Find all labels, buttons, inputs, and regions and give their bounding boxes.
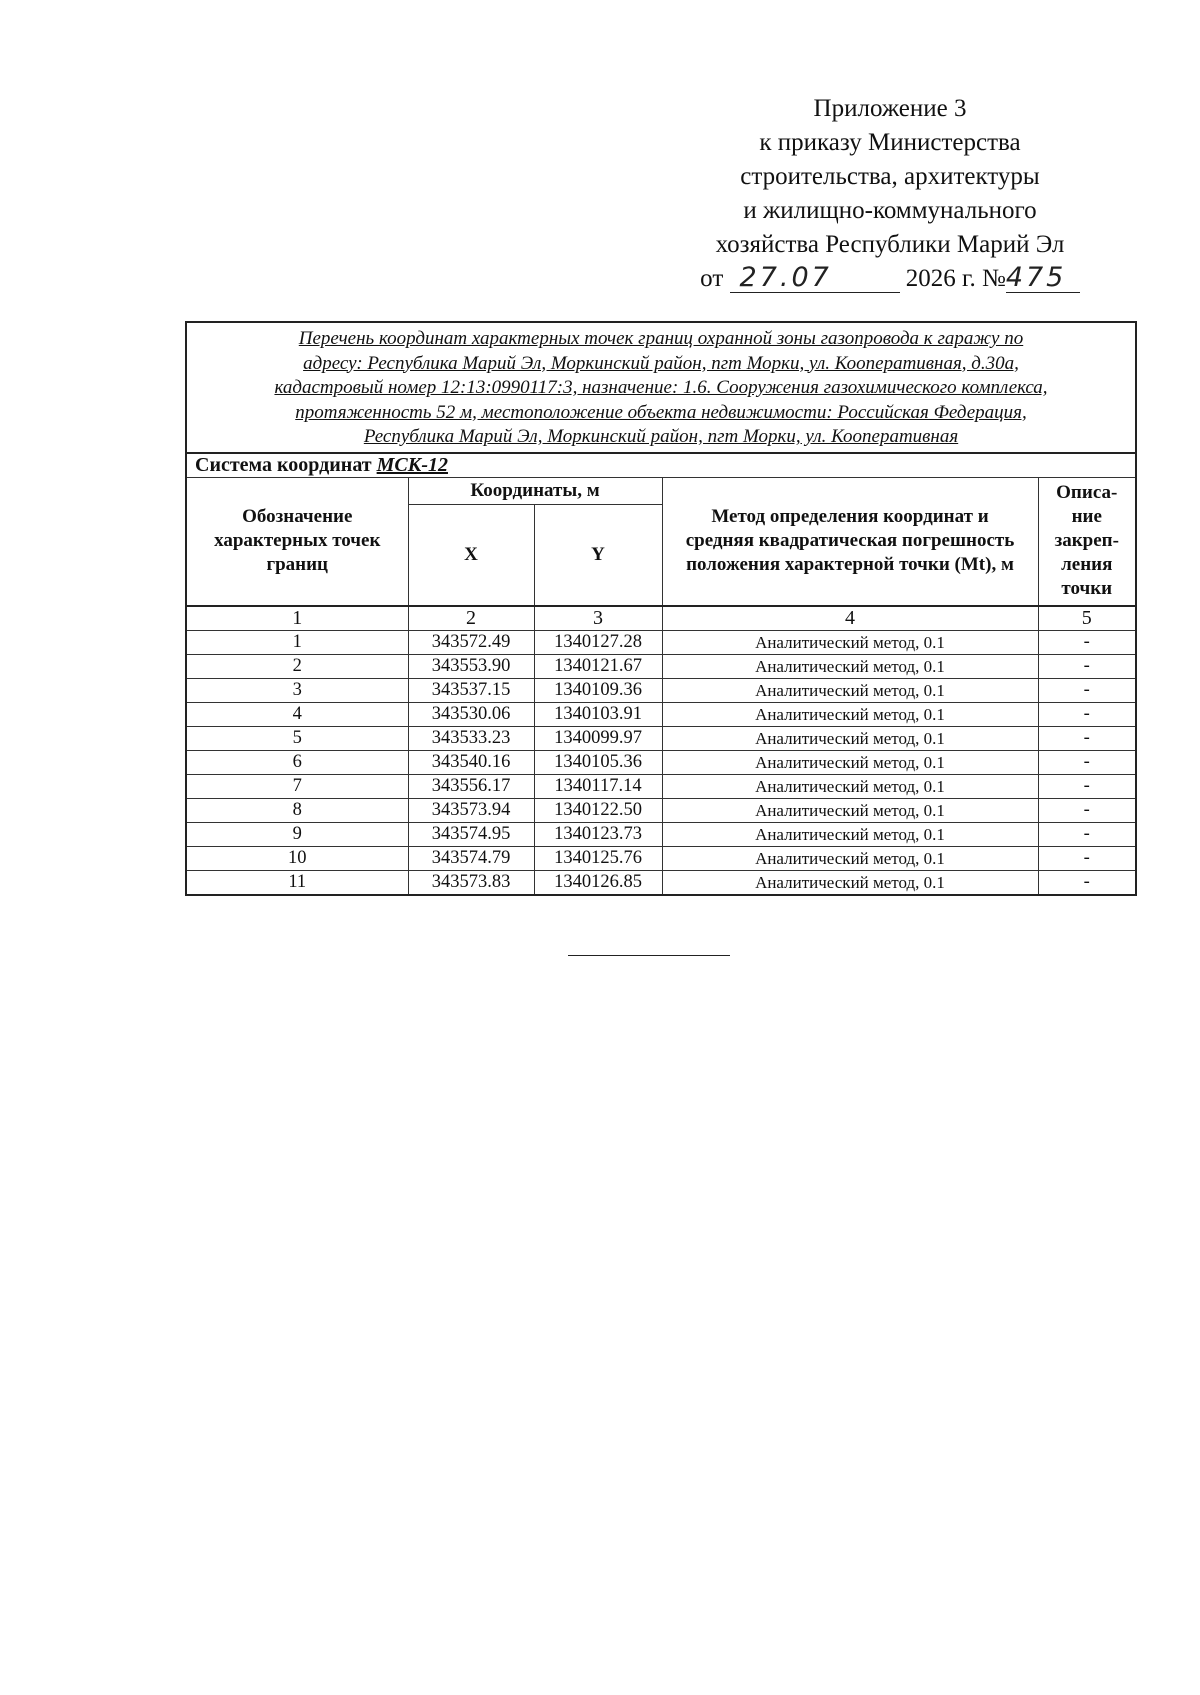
x-value: 343574.95 — [408, 822, 534, 846]
x-header: X — [408, 504, 534, 606]
document-header — [640, 92, 1140, 296]
y-header: Y — [534, 504, 662, 606]
header-line: Приложение 3 — [813, 95, 967, 122]
point-id: 8 — [186, 798, 408, 822]
method-value: Аналитический метод, 0.1 — [662, 750, 1038, 774]
method-value: Аналитический метод, 0.1 — [662, 702, 1038, 726]
coordinate-system — [186, 453, 1136, 478]
year-text: 2026 г. № — [905, 265, 1006, 292]
point-id: 7 — [186, 774, 408, 798]
method-value: Аналитический метод, 0.1 — [662, 798, 1038, 822]
table-row — [186, 822, 1136, 846]
method-value: Аналитический метод, 0.1 — [662, 846, 1038, 870]
table-row — [186, 630, 1136, 654]
y-value: 1340103.91 — [534, 702, 662, 726]
header-row — [186, 477, 1136, 504]
title-line: Республика Марий Эл, Моркинский район, пгт Морки, ул. Кооперативная — [363, 426, 959, 447]
description-value: - — [1038, 822, 1136, 846]
description-value: - — [1038, 630, 1136, 654]
point-id: 6 — [186, 750, 408, 774]
header-line: хозяйства Республики Марий Эл — [715, 231, 1065, 258]
method-value: Аналитический метод, 0.1 — [662, 678, 1038, 702]
y-value: 1340127.28 — [534, 630, 662, 654]
coordinate-system-label: Система координат — [195, 453, 372, 476]
point-id: 5 — [186, 726, 408, 750]
description-value: - — [1038, 678, 1136, 702]
description-value: - — [1038, 798, 1136, 822]
description-value: - — [1038, 702, 1136, 726]
description-value: - — [1038, 654, 1136, 678]
table-row — [186, 750, 1136, 774]
y-value: 1340105.36 — [534, 750, 662, 774]
description-value: - — [1038, 726, 1136, 750]
header-line: к приказу Министерства — [759, 129, 1021, 156]
method-value: Аналитический метод, 0.1 — [662, 654, 1038, 678]
y-value: 1340109.36 — [534, 678, 662, 702]
x-value: 343540.16 — [408, 750, 534, 774]
end-divider — [568, 955, 730, 956]
y-value: 1340125.76 — [534, 846, 662, 870]
method-value: Аналитический метод, 0.1 — [662, 822, 1038, 846]
title-line: адресу: Республика Марий Эл, Моркинский район, пгт Морки, ул. Кооперативная, д.30а, — [303, 352, 1019, 374]
table-row — [186, 798, 1136, 822]
method-header: Метод определения координат и средняя квадратическая погрешность положения характерной точки (Mt), м — [662, 477, 1038, 606]
description-value: - — [1038, 774, 1136, 798]
description-value: - — [1038, 846, 1136, 870]
y-value: 1340123.73 — [534, 822, 662, 846]
column-number: 3 — [534, 606, 662, 631]
header-line: строительства, архитектуры — [740, 163, 1040, 190]
designation-header: Обозначение характерных точек границ — [186, 477, 408, 606]
column-numbers-row — [186, 606, 1136, 631]
x-value: 343537.15 — [408, 678, 534, 702]
column-number: 4 — [662, 606, 1038, 631]
handwritten-order-number: 475 — [1006, 264, 1080, 293]
coordinates-table — [185, 321, 1137, 896]
table-row — [186, 702, 1136, 726]
table-row — [186, 870, 1136, 895]
point-id: 10 — [186, 846, 408, 870]
method-value: Аналитический метод, 0.1 — [662, 774, 1038, 798]
table-title-row — [186, 322, 1136, 453]
point-id: 2 — [186, 654, 408, 678]
point-id: 9 — [186, 822, 408, 846]
table-row — [186, 774, 1136, 798]
y-value: 1340117.14 — [534, 774, 662, 798]
point-id: 11 — [186, 870, 408, 895]
header-line: и жилищно-коммунального — [743, 197, 1037, 224]
column-number: 2 — [408, 606, 534, 631]
y-value: 1340122.50 — [534, 798, 662, 822]
description-value: - — [1038, 870, 1136, 895]
order-date-line — [640, 262, 1140, 296]
point-id: 1 — [186, 630, 408, 654]
coordinate-system-value: МСК-12 — [376, 453, 448, 476]
table-row — [186, 726, 1136, 750]
title-line: протяженность 52 м, местоположение объекта недвижимости: Российская Федерация, — [295, 401, 1027, 423]
method-value: Аналитический метод, 0.1 — [662, 870, 1038, 895]
method-value: Аналитический метод, 0.1 — [662, 630, 1038, 654]
y-value: 1340099.97 — [534, 726, 662, 750]
y-value: 1340121.67 — [534, 654, 662, 678]
title-line: кадастровый номер 12:13:0990117:3, назначение: 1.6. Сооружения газохимического комплекса, — [274, 377, 1048, 398]
description-header: Описа-ние закреп-ления точки — [1038, 477, 1136, 606]
date-prefix: от — [700, 265, 724, 292]
x-value: 343574.79 — [408, 846, 534, 870]
coordinates-header: Координаты, м — [408, 477, 662, 504]
description-value: - — [1038, 750, 1136, 774]
x-value: 343573.94 — [408, 798, 534, 822]
point-id: 3 — [186, 678, 408, 702]
coordinate-system-row — [186, 453, 1136, 478]
handwritten-date: 27.07 — [730, 264, 900, 293]
column-number: 5 — [1038, 606, 1136, 631]
x-value: 343533.23 — [408, 726, 534, 750]
y-value: 1340126.85 — [534, 870, 662, 895]
column-number: 1 — [186, 606, 408, 631]
x-value: 343572.49 — [408, 630, 534, 654]
x-value: 343553.90 — [408, 654, 534, 678]
x-value: 343530.06 — [408, 702, 534, 726]
title-line: Перечень координат характерных точек границ охранной зоны газопровода к гаражу по — [298, 328, 1024, 349]
table-title — [186, 322, 1136, 453]
table-row — [186, 846, 1136, 870]
method-value: Аналитический метод, 0.1 — [662, 726, 1038, 750]
table-row — [186, 654, 1136, 678]
x-value: 343556.17 — [408, 774, 534, 798]
table-row — [186, 678, 1136, 702]
point-id: 4 — [186, 702, 408, 726]
x-value: 343573.83 — [408, 870, 534, 895]
